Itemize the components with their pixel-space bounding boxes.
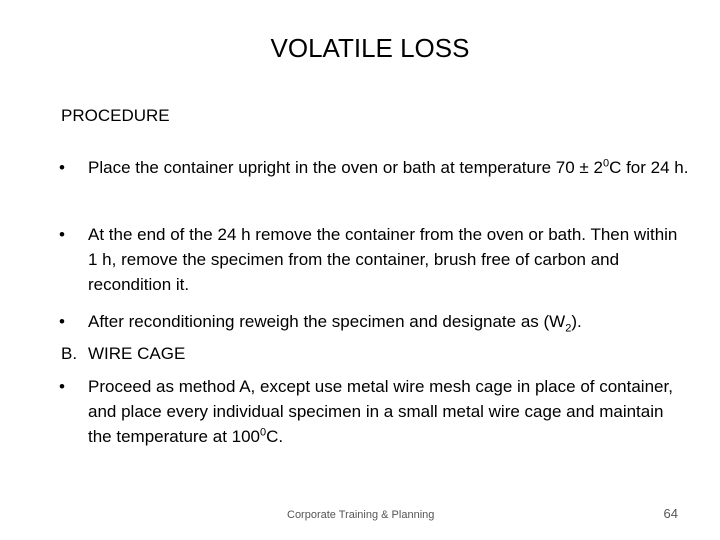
bullet-glyph: • [59, 377, 65, 396]
superscript: 0 [602, 157, 610, 170]
bullet-item [59, 374, 689, 449]
bullet-item [59, 155, 689, 180]
procedure-heading: PROCEDURE [61, 106, 170, 125]
slide-title: VOLATILE LOSS [270, 33, 470, 63]
page-number: 64 [663, 506, 678, 521]
superscript: 0 [260, 426, 267, 439]
bullet-glyph: • [59, 158, 65, 177]
bullet-glyph: • [59, 312, 65, 331]
bullet-text: After reconditioning reweigh the specimen and designate as $(W_2)$. [88, 312, 582, 335]
section-b-heading [61, 343, 185, 365]
bullet-item [59, 222, 689, 297]
bullet-text: At the end of the 24 h remove the container from the oven or bath. Then within 1 h, remove the specimen from the container, brush free of carbon and recondition it. [88, 225, 678, 294]
section-label: WIRE CAGE [88, 344, 186, 363]
bullet-glyph: • [59, 225, 65, 244]
bullet-text: Place the container upright in the oven or bath at temperature $70 \pm 2^0C$ for 24 h. [88, 157, 689, 177]
bullet-text: Proceed as method A, except use metal wire mesh cage in place of container, and place every individual specimen in a small metal wire cage and maintain the temperature at $100^0C$. [88, 377, 673, 446]
section-letter: B. [61, 344, 78, 363]
bullet-item [59, 309, 689, 334]
footer-text: Corporate Training & Planning [287, 509, 435, 521]
subscript: 2 [565, 322, 572, 335]
